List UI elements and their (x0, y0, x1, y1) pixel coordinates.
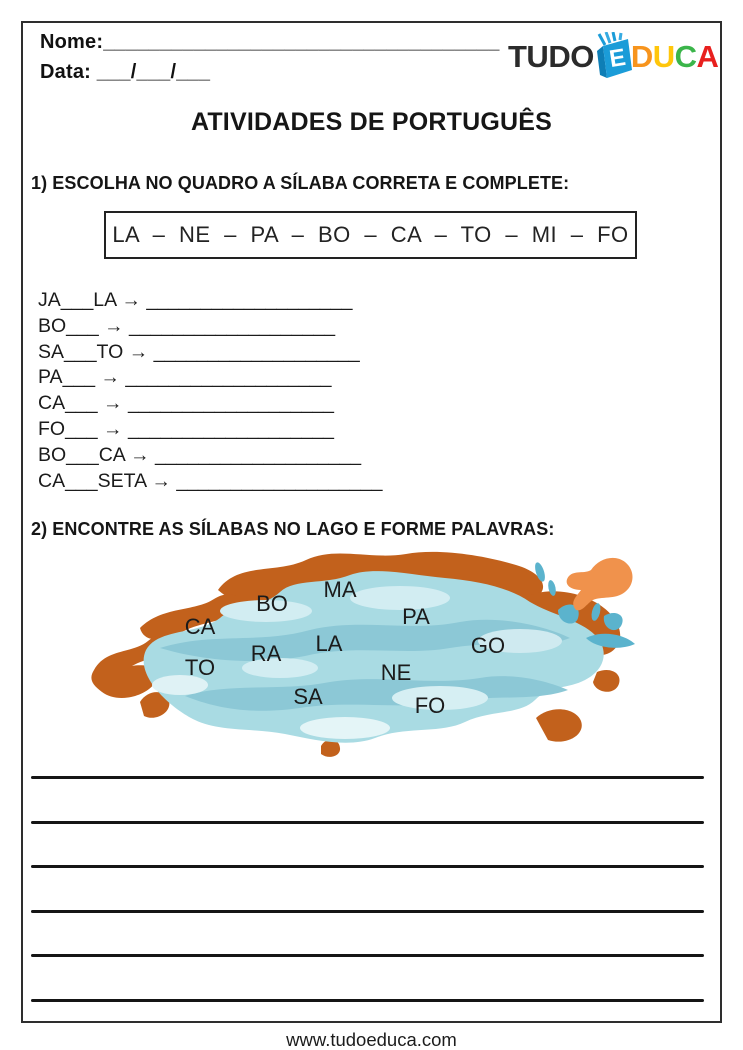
page-title: ATIVIDADES DE PORTUGUÊS (190, 108, 553, 136)
lake-syllable: LA (315, 631, 343, 656)
tudoeduca-logo (508, 30, 718, 82)
exercise1-heading: 1) ESCOLHA NO QUADRO A SÍLABA CORRETA E COMPLETE: (31, 173, 570, 193)
fish-icon (567, 558, 633, 610)
date-label: Data: (40, 61, 92, 83)
lake-syllable: TO (184, 655, 216, 680)
lake-syllable: CA (184, 614, 216, 639)
lake-syllable: NE (380, 660, 412, 685)
fill-in-item: PA___ → ___________________ (38, 366, 332, 389)
fill-in-item: BO___ → ___________________ (38, 314, 336, 337)
logo-letter-u: U (652, 38, 675, 74)
date-row (40, 61, 210, 84)
lake-syllable: SA (293, 684, 323, 709)
book-icon (592, 32, 636, 84)
date-blank-line: ___/___/___ (96, 61, 211, 83)
answer-line (31, 776, 704, 779)
lake-syllable: RA (250, 641, 282, 666)
logo-letter-c: C (674, 38, 697, 74)
answer-line (31, 821, 704, 824)
fill-in-item: CA___SETA → ___________________ (38, 469, 383, 492)
name-label: Nome: (40, 31, 104, 53)
logo-letter-a: A (696, 38, 719, 74)
lake-syllable: MA (323, 577, 357, 602)
answer-line (31, 999, 704, 1002)
fill-in-item: CA___ → ___________________ (38, 392, 335, 415)
syllable-bank-box (104, 211, 637, 259)
syllable-bank-text: LA – NE – PA – BO – CA – TO – MI – FO (112, 222, 629, 247)
exercise2-heading: 2) ENCONTRE AS SÍLABAS NO LAGO E FORME PALAVRAS: (31, 519, 555, 539)
logo-letter-d: D (630, 38, 653, 74)
fill-in-item: FO___ → ___________________ (38, 417, 335, 440)
logo-letter-e: E (607, 44, 627, 74)
answer-line (31, 954, 704, 957)
answer-line (31, 910, 704, 913)
lake-syllable: GO (470, 633, 506, 658)
logo-text-tudo: TUDO (508, 38, 594, 74)
lake-syllable: PA (402, 604, 430, 629)
name-blank-line: ___________________________________ (103, 31, 500, 53)
website-footer: www.tudoeduca.com (286, 1029, 457, 1050)
lake-illustration (88, 548, 672, 766)
fill-in-item: JA___LA → ___________________ (38, 289, 353, 311)
fill-in-item: BO___CA → ___________________ (38, 443, 362, 466)
fill-in-word-list (38, 288, 382, 494)
name-row (40, 31, 500, 54)
lake-syllable: BO (256, 591, 288, 616)
lake-syllable: FO (414, 693, 446, 718)
fill-in-item: SA___TO → ___________________ (38, 340, 360, 363)
answer-line (31, 865, 704, 868)
